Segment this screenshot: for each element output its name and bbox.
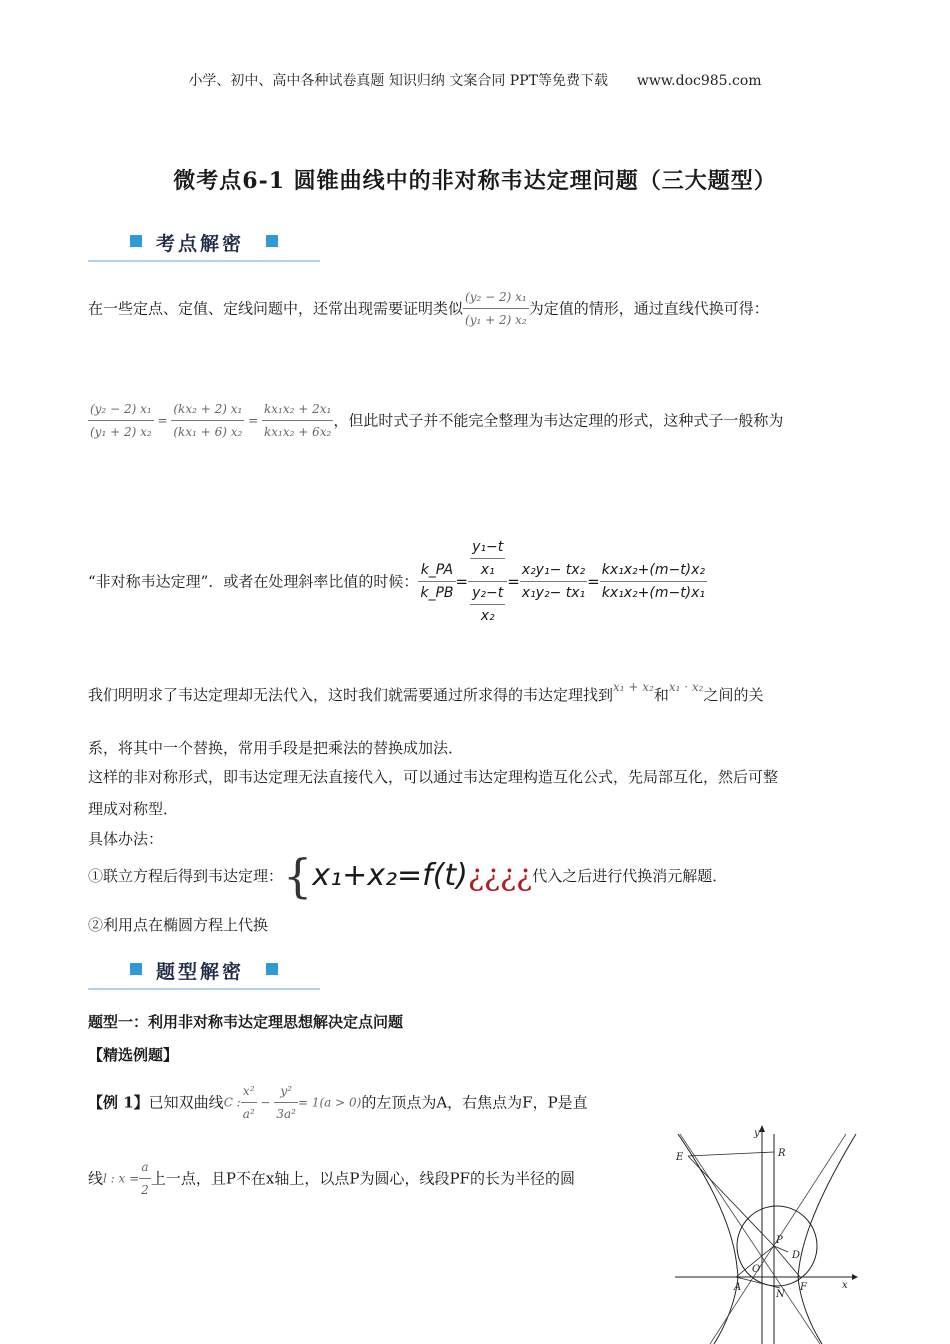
square-icon: [130, 963, 142, 975]
label-y: y: [754, 1128, 760, 1139]
step-2: ②利用点在椭圆方程上代换: [88, 916, 269, 934]
text: 和: [653, 686, 669, 704]
numerator: (kx₂ + 2) x₁: [171, 398, 244, 421]
section-title: 考点解密: [156, 233, 245, 255]
product-expr: x₁ · x₂: [668, 680, 704, 694]
type1-heading: 题型一：利用非对称韦达定理思想解决定点问题: [88, 1013, 404, 1031]
fraction: [171, 398, 244, 443]
text: 我们明明求了韦达定理却无法代入，这时我们就需要通过所求得的韦达定理找到: [88, 686, 614, 704]
intro-paragraph-2: $\frac{\text{(y₂ − 2) x₁}}{\text{(y₁ + 2) x₂}}$ = $\frac{\text{(kx₂ + 2) x₁}}{\text{(kx₁ + 6) x₂}}$ = $\frac{\text{kx₁x₂ + 2x₁}}{\text{kx₁x₂ + 6x₂}}$ ，但此时式子并不能完全整理为韦达定理的形式，这种式子一般称为: [88, 398, 888, 443]
compound-fraction: [468, 536, 507, 627]
fraction: [470, 582, 505, 627]
text: 之间的关: [703, 686, 764, 704]
intro-paragraph-8: 具体办法：: [88, 830, 164, 848]
numerator: x²: [241, 1080, 257, 1103]
numerator: a: [139, 1156, 151, 1179]
page-title: 微考点6-1 圆锥曲线中的非对称韦达定理问题（三大题型）: [173, 168, 777, 194]
y-axis-arrow-icon: [759, 1125, 765, 1132]
sum-expr: x₁ + x₂: [613, 680, 654, 694]
segment-an: [736, 1277, 780, 1288]
segment-er: [688, 1152, 774, 1156]
label-x: x: [842, 1280, 848, 1291]
hyperbola-left-branch: [678, 1134, 738, 1344]
numerator: (y₂ − 2) x₁: [88, 398, 154, 421]
fraction: [600, 559, 707, 604]
denominator: x₂: [480, 608, 495, 624]
denominator: (y₁ + 2) x₂: [465, 313, 527, 327]
denominator: x₁: [480, 562, 495, 578]
denominator: k_PB: [420, 585, 454, 601]
step-1: [88, 849, 888, 906]
slope-ratio: [418, 559, 455, 604]
site-header: [0, 70, 950, 90]
text: ①联立方程后得到韦达定理：: [88, 867, 284, 885]
segment-ep: [688, 1156, 774, 1246]
denominator: kx₁x₂+(m−t)x₁: [601, 585, 706, 601]
intro-paragraph-1: [88, 286, 888, 331]
fraction: [520, 559, 587, 604]
section-underline: [88, 988, 320, 990]
text: 在一些定点、定值、定线问题中，还常出现需要证明类似: [88, 299, 464, 318]
section-title: 题型解密: [156, 961, 245, 983]
vieta-formula: x₁+x₂=f(t): [312, 858, 468, 893]
text: “非对称韦达定理”．或者在处理斜率比值的时候：: [88, 572, 419, 591]
intro-paragraph-7: 理成对称型．: [88, 800, 179, 818]
square-icon: [266, 235, 278, 247]
header-site[interactable]: www.doc985.com: [636, 73, 762, 89]
type1-subheading: 【精选例题】: [88, 1046, 179, 1064]
text: 已知双曲线: [148, 1093, 224, 1112]
left-brace: {: [283, 849, 313, 903]
numerator: kx₁x₂ + 2x₁: [262, 398, 333, 421]
numerator: k_PA: [418, 559, 455, 582]
denominator: a²: [242, 1107, 255, 1121]
intro-paragraph-6: 这样的非对称形式，即韦达定理无法直接代入，可以通过韦达定理构造互化公式，先局部互化，然后可整: [88, 768, 779, 786]
text: 代入之后进行代换消元解题．: [532, 867, 728, 885]
x-axis-arrow-icon: [852, 1274, 858, 1280]
denominator: (kx₁ + 6) x₂: [173, 425, 243, 439]
label-e: E: [676, 1152, 684, 1163]
circle-p: [737, 1206, 817, 1286]
intro-paragraph-5: 系，将其中一个替换，常用手段是把乘法的替换成加法．: [88, 739, 464, 757]
square-icon: [266, 963, 278, 975]
unknown-marks: ¿¿¿¿: [467, 858, 533, 893]
text: ，但此时式子并不能完全整理为韦达定理的形式，这种式子一般称为: [333, 411, 784, 430]
label-p: P: [776, 1235, 783, 1246]
denominator: 3a²: [276, 1107, 296, 1121]
label-r: R: [778, 1148, 786, 1159]
example-1-line-1: 【例 1】已知双曲线C : $\frac{\text{x²}}{\text{a²}}$ − $\frac{\text{y²}}{\text{3a²}}$ = 1(a > 0)的左顶点为A，右焦点为F，P是直: [88, 1080, 658, 1125]
label-a: A: [734, 1282, 742, 1293]
denominator: x₁y₂− tx₁: [521, 585, 586, 601]
hyperbola-right-branch: [798, 1134, 856, 1344]
text: 为定值的情形，通过直线代换可得：: [528, 299, 769, 318]
square-icon: [130, 235, 142, 247]
numerator: x₂y₁− tx₂: [520, 559, 587, 582]
label-o: O: [752, 1264, 761, 1275]
fraction: [470, 536, 505, 581]
numerator: y₁−t: [470, 536, 505, 559]
section-banner-kaodian: [88, 226, 320, 262]
label-d: D: [792, 1250, 801, 1261]
text: 线: [88, 1169, 104, 1188]
label-n: N: [776, 1289, 785, 1300]
equation-rhs: = 1(a > 0): [298, 1095, 362, 1110]
fraction: [463, 286, 529, 331]
section-underline: [88, 260, 320, 262]
line-name: l : x =: [103, 1171, 140, 1186]
asymptote-1: [680, 1134, 820, 1344]
intro-paragraph-4: [88, 676, 888, 706]
numerator: (y₂ − 2) x₁: [463, 286, 529, 309]
example-label: 【例 1】: [88, 1093, 149, 1112]
denominator: [468, 582, 507, 627]
denominator: kx₁x₂ + 6x₂: [263, 425, 332, 439]
fraction: [88, 398, 154, 443]
text: 上一点，且P不在x轴上，以点P为圆心，线段PF的长为半径的圆: [150, 1169, 575, 1188]
fraction: [139, 1156, 151, 1201]
curve-name: C :: [223, 1095, 241, 1110]
section-banner-tixing: [88, 954, 320, 990]
numerator: y₂−t: [470, 582, 505, 605]
numerator: y²: [274, 1080, 298, 1103]
header-text: 小学、初中、高中各种试卷真题 知识归纳 文案合同 PPT等免费下载: [188, 73, 608, 89]
denominator: (y₁ + 2) x₂: [90, 425, 152, 439]
fraction: [262, 398, 333, 443]
hyperbola-figure: [670, 1120, 860, 1344]
intro-paragraph-3: “非对称韦达定理”．或者在处理斜率比值的时候： $\frac{k\_PA}{k\_PB}$ = $\frac{\frac{\text{y₁−t}}{\text{x₁}}}{\frac{\text{y₂−t}}{\text{x₂}}}$ = $\frac{\text{x₂y₁− tx₂}}{\text{x₁y₂− tx₁}}$ = $\frac{\text{kx₁x₂+(m−t)x₂}}{\text{kx₁x₂+(m−t)x₁}}$: [88, 536, 888, 627]
fraction: [274, 1080, 298, 1125]
numerator: kx₁x₂+(m−t)x₂: [600, 559, 707, 582]
denominator: 2: [141, 1183, 149, 1197]
example-1-line-2: [88, 1156, 668, 1201]
label-f: F: [800, 1282, 807, 1293]
numerator: [468, 536, 507, 582]
fraction: [241, 1080, 257, 1125]
text: 的左顶点为A，右焦点为F，P是直: [361, 1093, 588, 1112]
